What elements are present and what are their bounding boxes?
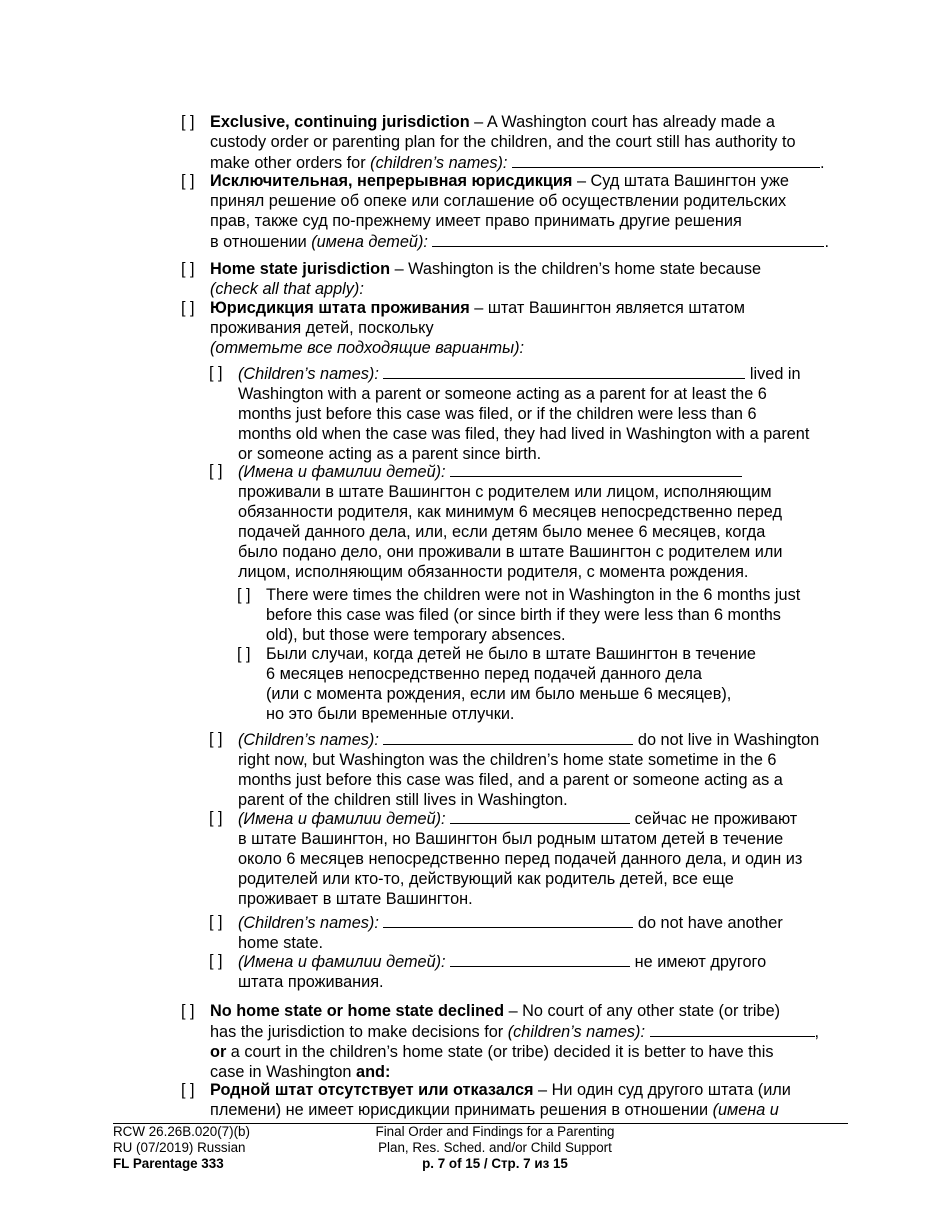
footer-page-number: p. 7 of 15 / Стр. 7 из 15 — [422, 1156, 568, 1171]
option-text — [238, 461, 863, 582]
option-text — [238, 729, 863, 810]
text-line: (check all that apply): — [210, 280, 364, 298]
field-label: (Children’s names): — [238, 914, 379, 932]
text-line: has the jurisdiction to make decisions for — [210, 1023, 508, 1041]
text-line: a court in the children’s home state (or tribe) decided it is better to have this — [226, 1043, 774, 1061]
option-title: No home state or home state declined — [210, 1002, 505, 1020]
text-line: племени) не имеет юрисдикции принимать решения в отношении — [210, 1101, 713, 1119]
option-text — [238, 912, 863, 953]
footer-rcw: RCW 26.26B.020(7)(b) — [113, 1124, 250, 1139]
footer-title-line: Final Order and Findings for a Parenting — [375, 1124, 615, 1139]
option-exclusive-jurisdiction-en — [181, 112, 861, 172]
option-text — [266, 585, 861, 645]
text-line: проживает в штате Вашингтон. — [238, 890, 473, 908]
text-line: было подано дело, они проживали в штате Вашингтон с родителем или — [238, 543, 783, 561]
checkbox[interactable]: [ ] — [209, 462, 223, 480]
text-line: Washington with a parent or someone acting as a parent for at least the 6 — [238, 385, 767, 403]
option-home-state-ru — [181, 298, 861, 358]
text-line: . — [824, 233, 829, 251]
children-names-blank[interactable] — [450, 461, 742, 477]
option-text — [210, 1080, 860, 1120]
text-line: в штате Вашингтон, но Вашингтон был родным штатом детей в течение — [238, 830, 784, 848]
text-line: подачей данного дела, или, если детям было менее 6 месяцев, когда — [238, 523, 766, 541]
text-line: and: — [356, 1063, 391, 1081]
checkbox[interactable]: [ ] — [209, 952, 223, 970]
text-line: or someone acting as a parent since birth. — [238, 445, 542, 463]
checkbox[interactable]: [ ] — [237, 645, 251, 663]
text-line: – Washington is the children’s home state because — [390, 260, 762, 278]
text-line: case in Washington — [210, 1063, 357, 1081]
option-text — [238, 363, 863, 464]
text-line: обязанности родителя, как минимум 6 месяцев непосредственно перед — [238, 503, 782, 521]
text-line: months just before this case was filed, or if the children were less than 6 — [238, 405, 757, 423]
checkbox[interactable]: [ ] — [181, 299, 195, 317]
text-line: в отношении — [210, 233, 312, 251]
text-line: – штат Вашингтон является штатом — [469, 299, 745, 317]
text-line: do not live in Washington — [637, 731, 820, 749]
suboption-no-other-home-state-en — [209, 912, 859, 952]
footer-form-info — [113, 1124, 333, 1172]
text-line: (или с момента рождения, если им было меньше 6 месяцев), — [266, 685, 732, 703]
text-line: There were times the children were not in Washington in the 6 months just — [266, 586, 801, 604]
text-line: – No court of any other state (or tribe) — [504, 1002, 781, 1020]
text-line: (отметьте все подходящие варианты): — [210, 339, 525, 357]
text-line: months just before this case was filed, and a parent or someone acting as a — [238, 771, 783, 789]
text-line: проживания детей, поскольку — [210, 319, 434, 337]
text-line: проживали в штате Вашингтон с родителем или лицом, исполняющим — [238, 483, 772, 501]
text-line: но это были временные отлучки. — [266, 705, 515, 723]
footer-form-number: FL Parentage 333 — [113, 1156, 224, 1171]
option-no-home-state-en — [181, 1001, 861, 1081]
checkbox[interactable]: [ ] — [181, 1002, 195, 1020]
suboption-do-not-live-ru — [209, 808, 859, 908]
option-title: Родной штат отсутствует или отказался — [210, 1081, 534, 1099]
footer-title-line: Plan, Res. Sched. and/or Child Support — [378, 1140, 612, 1155]
option-title: Home state jurisdiction — [210, 260, 391, 278]
footer-form-title — [310, 1124, 680, 1172]
children-names-blank[interactable] — [450, 951, 630, 967]
text-line: – A Washington court has already made a — [469, 113, 775, 131]
option-text — [238, 951, 863, 992]
children-names-blank[interactable] — [383, 363, 745, 379]
field-label: (имена и — [712, 1101, 779, 1119]
option-text — [210, 259, 860, 299]
text-line: home state. — [238, 934, 324, 952]
text-line: lived in — [749, 365, 801, 383]
checkbox[interactable]: [ ] — [181, 113, 195, 131]
option-title: Юрисдикция штата проживания — [210, 299, 470, 317]
text-line: Были случаи, когда детей не было в штате Вашингтон в течение — [266, 645, 756, 663]
suboption-temporary-absences-en — [237, 585, 857, 645]
text-line: make other orders for — [210, 154, 371, 172]
option-text — [238, 808, 863, 909]
field-label: (children’s names): — [507, 1023, 645, 1041]
suboption-do-not-live-en — [209, 729, 859, 809]
field-label: (Имена и фамилии детей): — [238, 953, 446, 971]
text-line: right now, but Washington was the children’s home state sometime in the 6 — [238, 751, 777, 769]
checkbox[interactable]: [ ] — [209, 913, 223, 931]
option-text — [266, 644, 861, 724]
text-line: . — [819, 154, 825, 172]
text-line: , — [814, 1023, 820, 1041]
text-line: – Суд штата Вашингтон уже — [572, 172, 789, 190]
children-names-blank[interactable] — [450, 808, 630, 824]
text-line: лицом, исполняющим обязанности родителя, с момента рождения. — [238, 563, 749, 581]
suboption-lived-in-washington-ru — [209, 461, 859, 581]
field-label: (имена детей): — [311, 233, 428, 251]
text-line: прав, также суд по-прежнему имеет право принимать другие решения — [210, 212, 742, 230]
option-text — [210, 298, 860, 358]
field-label: (Children’s names): — [238, 731, 379, 749]
field-label: (children’s names): — [370, 154, 508, 172]
field-label: (Children’s names): — [238, 365, 379, 383]
text-line: принял решение об опеке или соглашение об осуществлении родительских — [210, 192, 787, 210]
field-label: (Имена и фамилии детей): — [238, 463, 446, 481]
footer-version: RU (07/2019) Russian — [113, 1140, 246, 1155]
checkbox[interactable]: [ ] — [181, 172, 195, 190]
children-names-blank[interactable] — [650, 1021, 815, 1037]
suboption-temporary-absences-ru — [237, 644, 857, 724]
children-names-blank[interactable] — [383, 729, 633, 745]
text-line: не имеют другого — [634, 953, 767, 971]
option-text — [210, 1001, 860, 1082]
text-line: or — [210, 1043, 227, 1061]
checkbox[interactable]: [ ] — [209, 364, 223, 382]
text-line: около 6 месяцев непосредственно перед подачей данного дела, и один из — [238, 850, 803, 868]
text-line: old), but those were temporary absences. — [266, 626, 566, 644]
checkbox[interactable]: [ ] — [209, 730, 223, 748]
text-line: custody order or parenting plan for the children, and the court still has authority to — [210, 133, 796, 151]
text-line: parent of the children still lives in Washington. — [238, 791, 568, 809]
option-exclusive-jurisdiction-ru — [181, 171, 861, 251]
option-text — [210, 112, 860, 173]
text-line: – Ни один суд другого штата (или — [533, 1081, 791, 1099]
option-no-home-state-ru — [181, 1080, 861, 1120]
text-line: months old when the case was filed, they had lived in Washington with a parent — [238, 425, 810, 443]
suboption-no-other-home-state-ru — [209, 951, 859, 991]
text-line: сейчас не проживают — [634, 810, 798, 828]
text-line: родителей или кто-то, действующий как родитель детей, все еще — [238, 870, 734, 888]
option-title: Исключительная, непрерывная юрисдикция — [210, 172, 573, 190]
option-title: Exclusive, continuing jurisdiction — [210, 113, 470, 131]
option-home-state-en — [181, 259, 861, 299]
text-line: штата проживания. — [238, 973, 384, 991]
checkbox[interactable]: [ ] — [181, 260, 195, 278]
children-names-blank[interactable] — [512, 152, 820, 168]
text-line: 6 месяцев непосредственно перед подачей данного дела — [266, 665, 702, 683]
checkbox[interactable]: [ ] — [237, 586, 251, 604]
text-line: before this case was filed (or since birth if they were less than 6 months — [266, 606, 781, 624]
checkbox[interactable]: [ ] — [209, 809, 223, 827]
text-line: do not have another — [637, 914, 783, 932]
field-label: (Имена и фамилии детей): — [238, 810, 446, 828]
option-text — [210, 171, 860, 252]
checkbox[interactable]: [ ] — [181, 1081, 195, 1099]
children-names-blank[interactable] — [383, 912, 633, 928]
suboption-lived-in-washington-en — [209, 363, 859, 463]
children-names-blank[interactable] — [432, 231, 824, 247]
